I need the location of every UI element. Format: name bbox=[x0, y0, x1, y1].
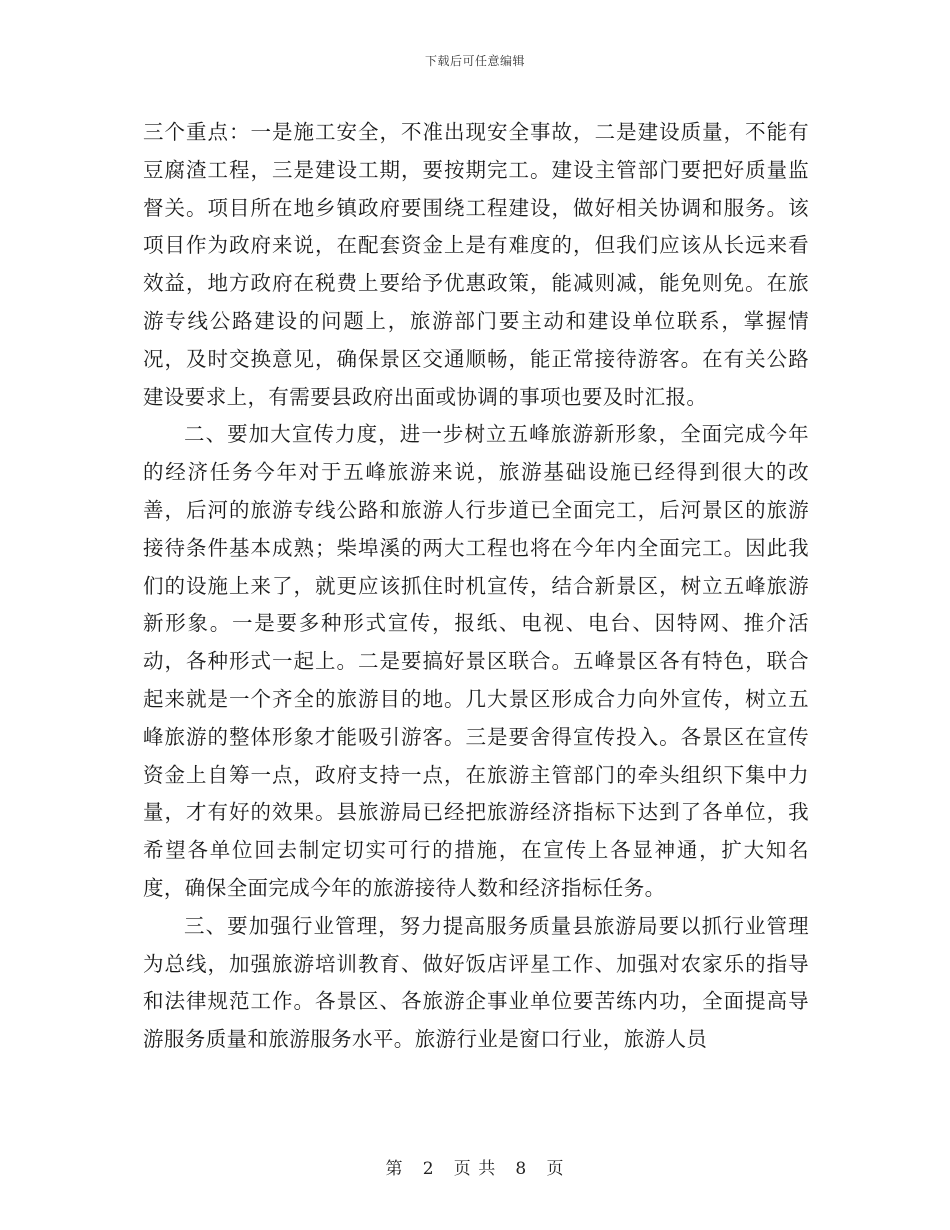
footer-total-pages: 8 bbox=[515, 1159, 528, 1179]
footer-current-page: 2 bbox=[422, 1159, 435, 1179]
footer-middle: 页 共 bbox=[453, 1159, 497, 1179]
page-number-footer bbox=[0, 1154, 950, 1179]
document-body bbox=[143, 114, 809, 1059]
paragraph-section-two: 二、要加大宣传力度，进一步树立五峰旅游新形象，全面完成今年的经济任务今年对于五峰旅游来说，旅游基础设施已经得到很大的改善，后河的旅游专线公路和旅游人行步道已全面完工，后河景区的旅游接待条件基本成熟；柴埠溪的两大工程也将在今年内全面完工。因此我们的设施上来了，就更应该抓住时机宣传，结合新景区，树立五峰旅游新形象。一是要多种形式宣传，报纸、电视、电台、因特网、推介活动，各种形式一起上。二是要搞好景区联合。五峰景区各有特色，联合起来就是一个齐全的旅游目的地。几大景区形成合力向外宣传，树立五峰旅游的整体形象才能吸引游客。三是要舍得宣传投入。各景区在宣传资金上自筹一点，政府支持一点，在旅游主管部门的牵头组织下集中力量，才有好的效果。县旅游局已经把旅游经济指标下达到了各单位，我希望各单位回去制定切实可行的措施，在宣传上各显神通，扩大知名度，确保全面完成今年的旅游接待人数和经济指标任务。 bbox=[143, 422, 809, 900]
paragraph-continuation: 三个重点：一是施工安全，不准出现安全事故，二是建设质量，不能有豆腐渣工程，三是建设工期，要按期完工。建设主管部门要把好质量监督关。项目所在地乡镇政府要围绕工程建设，做好相关协调和服务。该项目作为政府来说，在配套资金上是有难度的，但我们应该从长远来看效益，地方政府在税费上要给予优惠政策，能减则减，能免则免。在旅游专线公路建设的问题上，旅游部门要主动和建设单位联系，掌握情况，及时交换意见，确保景区交通顺畅，能正常接待游客。在有关公路建设要求上，有需要县政府出面或协调的事项也要及时汇报。 bbox=[143, 120, 809, 409]
footer-suffix: 页 bbox=[546, 1159, 565, 1179]
page-header-note: 下载后可任意编辑 bbox=[424, 54, 525, 68]
paragraph-section-three: 三、要加强行业管理，努力提高服务质量县旅游局要以抓行业管理为总线，加强旅游培训教育、做好饭店评星工作、加强对农家乐的指导和法律规范工作。各景区、各旅游企事业单位要苦练内功，全面提高导游服务质量和旅游服务水平。旅游行业是窗口行业，旅游人员 bbox=[143, 913, 809, 1052]
footer-prefix: 第 bbox=[385, 1159, 404, 1179]
